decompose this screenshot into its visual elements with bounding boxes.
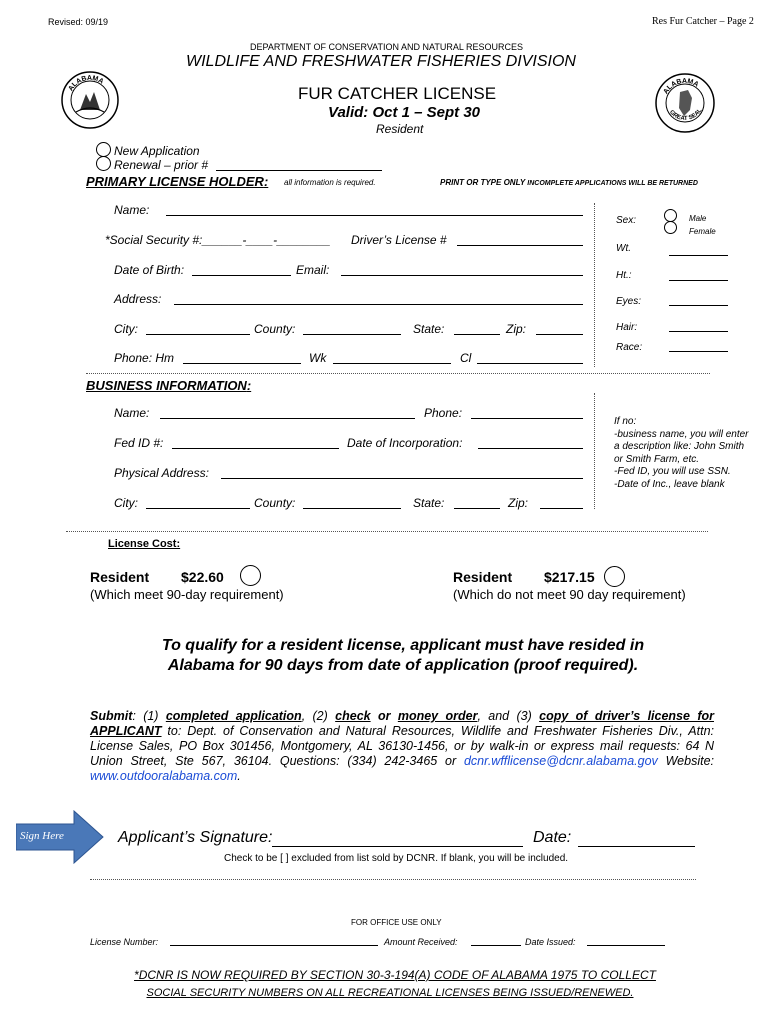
new-application-label: New Application bbox=[114, 144, 200, 158]
resident-b-price: $217.15 bbox=[544, 569, 595, 585]
city-field[interactable] bbox=[146, 334, 250, 335]
primary-holder-heading: PRIMARY LICENSE HOLDER: bbox=[86, 174, 269, 189]
state-field[interactable] bbox=[454, 334, 500, 335]
amount-received-field[interactable] bbox=[471, 945, 521, 946]
sex-label: Sex: bbox=[616, 215, 637, 226]
race-label: Race: bbox=[616, 342, 643, 353]
phone-cell-label: Cl bbox=[460, 351, 472, 365]
office-use-heading: FOR OFFICE USE ONLY bbox=[351, 918, 442, 927]
date-incorporation-label: Date of Incorporation: bbox=[347, 436, 463, 450]
race-field[interactable] bbox=[669, 351, 728, 352]
business-city-field[interactable] bbox=[146, 508, 250, 509]
weight-label: Wt. bbox=[616, 243, 631, 254]
email-field[interactable] bbox=[341, 275, 583, 276]
business-county-label: County: bbox=[254, 496, 296, 510]
phone-work-label: Wk bbox=[309, 351, 327, 365]
resident-b-requirement: (Which do not meet 90 day requirement) bbox=[453, 587, 686, 602]
county-label: County: bbox=[254, 322, 296, 336]
revised-date: Revised: 09/19 bbox=[48, 17, 109, 27]
state-label: State: bbox=[413, 322, 445, 336]
business-name-label: Name: bbox=[114, 406, 150, 420]
county-field[interactable] bbox=[303, 334, 401, 335]
website-link[interactable]: www.outdooralabama.com bbox=[90, 769, 238, 783]
resident-a-label: Resident bbox=[90, 569, 150, 585]
primary-note: all information is required. bbox=[284, 178, 376, 187]
cost-divider bbox=[66, 531, 708, 532]
resident-a-price: $22.60 bbox=[181, 569, 224, 585]
business-state-field[interactable] bbox=[454, 508, 500, 509]
applicant-signature-field[interactable] bbox=[272, 846, 523, 847]
resident-label: Resident bbox=[376, 122, 424, 136]
valid-period: Valid: Oct 1 – Sept 30 bbox=[328, 104, 480, 121]
applicant-signature-label: Applicant’s Signature: bbox=[118, 829, 273, 846]
email-label: Email: bbox=[296, 263, 330, 277]
form-title: FUR CATCHER LICENSE bbox=[298, 84, 497, 103]
wildlife-seal-icon bbox=[60, 70, 120, 130]
business-phone-label: Phone: bbox=[424, 406, 463, 420]
city-label: City: bbox=[114, 322, 138, 336]
ssn-disclosure-line1: *DCNR IS NOW REQUIRED BY SECTION 30-3-194(A) CODE OF ALABAMA 1975 TO COLLECT bbox=[134, 968, 656, 982]
amount-received-label: Amount Received: bbox=[384, 937, 458, 947]
business-heading: BUSINESS INFORMATION: bbox=[86, 378, 252, 393]
sign-here-label: Sign Here bbox=[20, 830, 64, 842]
drivers-license-label: Driver’s License # bbox=[351, 233, 447, 247]
prior-number-field[interactable] bbox=[216, 170, 382, 171]
phone-work-field[interactable] bbox=[333, 363, 451, 364]
female-radio[interactable] bbox=[664, 221, 677, 234]
fed-id-field[interactable] bbox=[172, 448, 339, 449]
great-seal-icon bbox=[654, 72, 716, 134]
business-county-field[interactable] bbox=[303, 508, 401, 509]
resident-a-radio[interactable] bbox=[240, 565, 261, 586]
svg-text:ALABAMA: ALABAMA bbox=[67, 74, 105, 93]
resident-a-requirement: (Which meet 90-day requirement) bbox=[90, 587, 284, 602]
business-state-label: State: bbox=[413, 496, 445, 510]
eyes-label: Eyes: bbox=[616, 296, 642, 307]
physical-address-label: Physical Address: bbox=[114, 466, 209, 480]
page-label: Res Fur Catcher – Page 2 bbox=[652, 16, 754, 27]
renewal-label: Renewal – prior # bbox=[114, 158, 209, 172]
resident-b-radio[interactable] bbox=[604, 566, 625, 587]
license-cost-heading: License Cost: bbox=[108, 538, 181, 550]
email-link[interactable]: dcnr.wfflicense@dcnr.alabama.gov bbox=[463, 754, 658, 768]
department-name: DEPARTMENT OF CONSERVATION AND NATURAL RESOURCES bbox=[250, 42, 524, 52]
address-label: Address: bbox=[114, 292, 162, 306]
business-city-label: City: bbox=[114, 496, 138, 510]
new-application-radio[interactable] bbox=[96, 142, 111, 157]
svg-text:GREAT SEAL: GREAT SEAL bbox=[668, 107, 704, 122]
hair-field[interactable] bbox=[669, 331, 728, 332]
resident-b-label: Resident bbox=[453, 569, 513, 585]
date-issued-field[interactable] bbox=[587, 945, 665, 946]
address-field[interactable] bbox=[174, 304, 583, 305]
license-number-label: License Number: bbox=[90, 937, 159, 947]
date-issued-label: Date Issued: bbox=[525, 937, 576, 947]
business-column-divider bbox=[594, 393, 595, 509]
eyes-field[interactable] bbox=[669, 305, 728, 306]
division-name: WILDLIFE AND FRESHWATER FISHERIES DIVISION bbox=[186, 53, 576, 70]
print-notice: PRINT OR TYPE ONLY INCOMPLETE APPLICATIONS WILL BE RETURNED bbox=[440, 178, 698, 187]
height-field[interactable] bbox=[669, 280, 728, 281]
hair-label: Hair: bbox=[616, 322, 638, 333]
ssn-disclosure-line2: SOCIAL SECURITY NUMBERS ON ALL RECREATIONAL LICENSES BEING ISSUED/RENEWED. bbox=[146, 987, 634, 999]
license-number-field[interactable] bbox=[170, 945, 378, 946]
exclusion-check-note[interactable]: Check to be [ ] excluded from list sold by DCNR. If blank, you will be included. bbox=[224, 853, 569, 864]
dob-label: Date of Birth: bbox=[114, 263, 185, 277]
male-label: Male bbox=[689, 214, 707, 223]
business-zip-field[interactable] bbox=[540, 508, 583, 509]
weight-field[interactable] bbox=[669, 255, 728, 256]
office-divider bbox=[90, 879, 696, 880]
zip-field[interactable] bbox=[536, 334, 583, 335]
phone-home-field[interactable] bbox=[183, 363, 301, 364]
qualify-notice: To qualify for a resident license, applicant must have resided in Alabama for 90 days from date of application (proof required). bbox=[161, 637, 645, 674]
renewal-radio[interactable] bbox=[96, 156, 111, 171]
zip-label: Zip: bbox=[506, 322, 527, 336]
name-field[interactable] bbox=[166, 215, 583, 216]
business-phone-field[interactable] bbox=[471, 418, 583, 419]
date-incorporation-field[interactable] bbox=[478, 448, 583, 449]
business-zip-label: Zip: bbox=[508, 496, 529, 510]
dob-field[interactable] bbox=[192, 275, 291, 276]
phone-home-label: Phone: Hm bbox=[114, 351, 175, 365]
section-divider bbox=[86, 373, 710, 374]
drivers-license-field[interactable] bbox=[457, 245, 583, 246]
signature-date-field[interactable] bbox=[578, 846, 695, 847]
name-label: Name: bbox=[114, 203, 150, 217]
signature-date-label: Date: bbox=[533, 829, 572, 846]
fed-id-label: Fed ID #: bbox=[114, 436, 164, 450]
business-note: If no: -business name, you will enter a description like: John Smith or Smith Farm, etc. -Fed ID, you will use SSN. -Date of Inc., leave blank bbox=[614, 416, 749, 490]
phone-cell-field[interactable] bbox=[477, 363, 583, 364]
female-label: Female bbox=[689, 227, 716, 236]
ssn-label[interactable]: *Social Security #:______-____-________ bbox=[105, 233, 331, 247]
physical-address-field[interactable] bbox=[221, 478, 583, 479]
column-divider bbox=[594, 203, 595, 367]
height-label: Ht.: bbox=[616, 270, 632, 281]
submit-instructions: Submit: (1) completed application, (2) check or money order, and (3) copy of driver’s license for APPLICANT to: Dept. of Conservation and Natural Resources, Wildlife and Freshwater Fisheries Div., Attn: License Sales, PO Box 301456, Montgomery, AL 36130-1456, or by walk-in or express mail requests: 64 N Union Street, Ste 567, 36104. Questions: (334) 242-3465 or dcnr.wfflicense@dcnr.alabama.gov Website: www.outdooralabama.com. bbox=[90, 709, 715, 783]
svg-text:ALABAMA: ALABAMA bbox=[662, 77, 700, 96]
business-name-field[interactable] bbox=[160, 418, 415, 419]
